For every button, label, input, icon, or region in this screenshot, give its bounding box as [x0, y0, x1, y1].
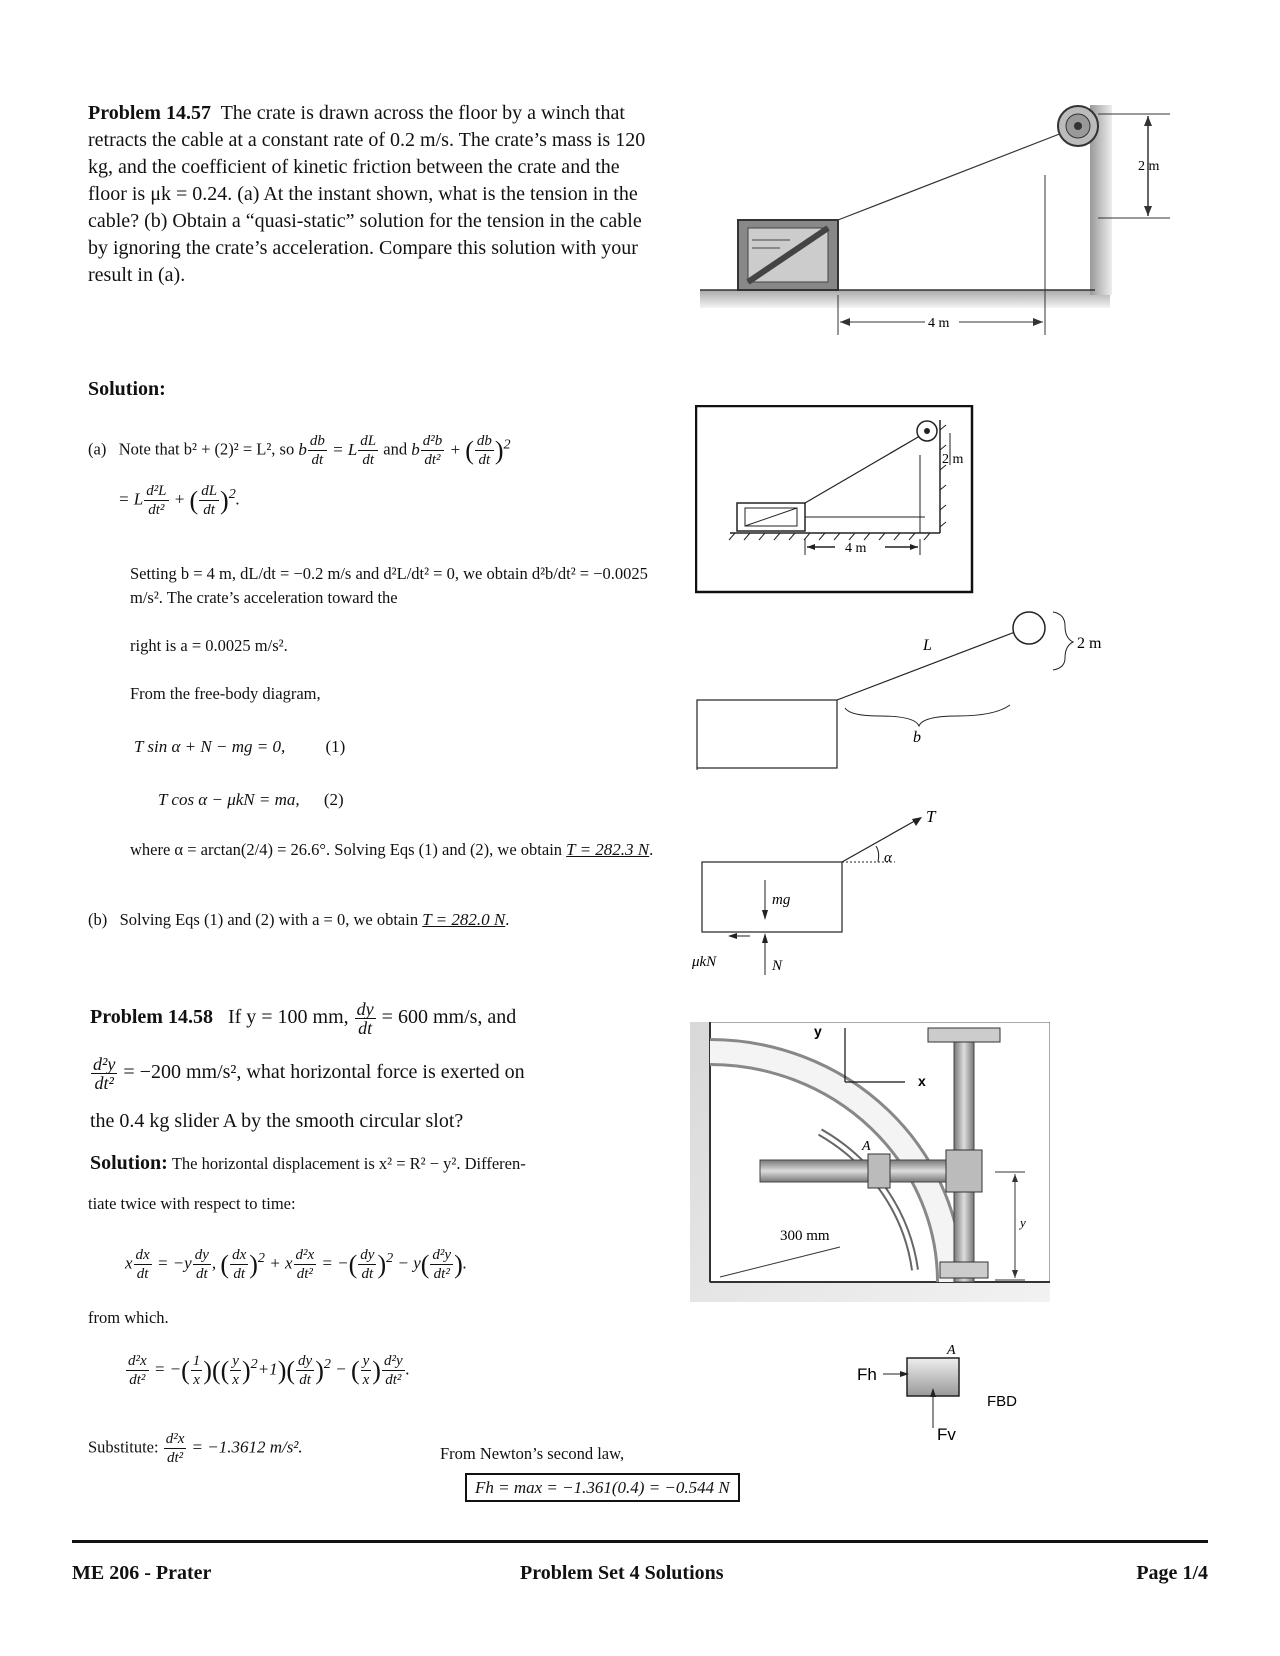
where-text-body: where α = arctan(2/4) = 26.6°. Solving Eqs (1) and (2), we obtain: [130, 840, 563, 859]
floor: [700, 290, 1110, 308]
force-result-box: Fh = max = −1.361(0.4) = −0.544 N: [465, 1473, 740, 1502]
substitute-label: Substitute:: [88, 1437, 159, 1457]
from-which-text: from which.: [88, 1308, 169, 1327]
equation-1-number: (1): [325, 737, 346, 756]
axis-y-label: y: [814, 1023, 822, 1039]
label-mg: mg: [772, 892, 791, 908]
pulley-circle: [1013, 612, 1045, 644]
label-Fh: Fh: [857, 1365, 877, 1384]
part-a-eq-line2: = L $\frac{\text{d²L}}{\text{dt²}}$ + ( $\frac{dL}{dt}$ )$^2$.: [118, 483, 241, 519]
geometry-figure: [695, 610, 1115, 770]
equation-2-number: (2): [323, 790, 344, 809]
crate-outline: [697, 700, 837, 768]
label-A-slot: A: [862, 1139, 871, 1154]
dim-2m-box: 2 m: [942, 452, 964, 467]
label-Fv: Fv: [937, 1425, 956, 1444]
footer-center: Problem Set 4 Solutions: [520, 1562, 724, 1584]
boxed-sketch-figure: [695, 405, 975, 595]
solution-heading-2: Solution:: [90, 1152, 168, 1174]
tension-result-a: T = 282.3 N: [566, 840, 650, 859]
equation-1-text: T sin α + N − mg = 0,: [134, 737, 286, 756]
dim-4m-box: 4 m: [845, 541, 867, 556]
dim-y-slot: y: [1020, 1215, 1026, 1230]
problem-14-58-line1: Problem 14.58 If y = 100 mm, $\frac{dy}{dt}$ = 600 mm/s, and: [90, 999, 517, 1038]
equation-2: [158, 788, 344, 812]
crate-winch-figure: [700, 100, 1170, 350]
problem-14-58-title: Problem 14.58: [90, 1006, 213, 1029]
label-N: N: [772, 958, 783, 974]
crate: [738, 220, 838, 290]
equation-1: [134, 735, 345, 759]
label-FBD: FBD: [987, 1393, 1017, 1410]
radius-label: 300 mm: [780, 1228, 830, 1244]
axis-x-label: x: [918, 1073, 926, 1089]
force-result: [465, 1476, 740, 1500]
problem-14-58-stmt3: = −200 mm/s², what horizontal force is exerted on: [123, 1061, 525, 1084]
problem-14-58-line2: $\frac{\text{d²y}}{\text{dt²}}$ = −200 mm/s², what horizontal force is exerted on: [93, 1054, 525, 1093]
slider-fbd-figure: [855, 1340, 1035, 1445]
cable: [838, 128, 1075, 220]
slider-A: [868, 1154, 890, 1188]
solution-heading-1: Solution:: [88, 378, 166, 400]
winch-pulley: [1058, 106, 1098, 146]
label-A-fbd: A: [947, 1343, 956, 1358]
acceleration-equation: $\frac{\text{d²x}}{\text{dt²}}$ = −( $\frac{1}{x}$ )(( $\frac{y}{x}$ )$^2$+1)( $\frac{dy}{dt}$ )$^2$ − ( $\frac{y}{x}$ ) $\frac{\text{d²y}}{\text{dt²}}$ .: [128, 1353, 410, 1389]
problem-14-57-title: Problem 14.57: [88, 102, 211, 124]
substitute-line: Substitute: $\frac{\text{d²x}}{\text{dt²}}$ = −1.3612 m/s².: [88, 1431, 303, 1466]
part-a-and: and: [383, 439, 408, 459]
where-text: where α = arctan(2/4) = 26.6°. Solving Eqs (1) and (2), we obtain T = 282.3 N.: [130, 840, 654, 859]
solution-2-line: [90, 1150, 670, 1177]
dim-2m-main: 2 m: [1138, 159, 1160, 174]
label-b: b: [913, 729, 921, 746]
circular-slot-figure: [690, 1022, 1050, 1302]
label-L: L: [923, 637, 932, 654]
problem-14-58-stmt4: the 0.4 kg slider A by the smooth circular slot?: [90, 1110, 464, 1132]
footer-left: ME 206 - Prater: [72, 1562, 212, 1584]
part-a-intro: Note that b² + (2)² = L², so: [118, 439, 295, 459]
fbd-text: From the free-body diagram,: [130, 684, 321, 703]
problem-14-57-text: The crate is drawn across the floor by a winch that retracts the cable at a constant rate of 0.2 m/s. The crate’s mass is 120 kg, and the coefficient of kinetic friction between the crate and the floor is μk = 0.24. (a) At the instant shown, what is the tension in the cable? (b) Obtain a “quasi-static” solution for the tension in the cable by ignoring the crate’s acceleration. Compare this solution with your result in (a).: [88, 102, 646, 286]
part-b-text: Solving Eqs (1) and (2) with a = 0, we obtain: [119, 910, 419, 929]
setting-text: Setting b = 4 m, dL/dt = −0.2 m/s and d²L/dt² = 0, we obtain d²b/dt² = −0.0025 m/s². The crate’s acceleration toward the: [130, 564, 648, 607]
equation-2-text: T cos α − μkN = ma,: [158, 790, 300, 809]
problem-14-57-statement: [88, 100, 658, 289]
right-text: right is a = 0.0025 m/s².: [130, 636, 288, 655]
label-T: T: [926, 807, 936, 826]
newton-text: From Newton’s second law,: [440, 1444, 625, 1463]
tension-result-b: T = 282.0 N: [422, 910, 506, 929]
part-a-line: (a) Note that b² + (2)² = L², so b $\frac{db}{dt}$ = L $\frac{dL}{dt}$ and b $\frac{\text{d²b}}{\text{dt²}}$ + ( $\frac{db}{dt}$ )$^2$: [88, 433, 511, 469]
free-body-diagram: [690, 800, 970, 980]
part-a-label: (a): [88, 439, 107, 459]
problem-14-58-stmt1: If y = 100 mm,: [227, 1006, 349, 1029]
derivative-equation: x $\frac{dx}{dt}$ = −y $\frac{dy}{dt}$ , ( $\frac{dx}{dt}$ )$^2$ + x $\frac{\text{d²x}}{\text{dt²}}$ = −( $\frac{dy}{dt}$ )$^2$ − y( $\frac{\text{d²y}}{\text{dt²}}$ ).: [125, 1247, 467, 1283]
problem-14-58-stmt2: = 600 mm/s, and: [381, 1006, 517, 1029]
footer-right: Page 1/4: [1136, 1562, 1208, 1584]
dim-4m-main: 4 m: [928, 316, 950, 331]
differentiate-text: tiate twice with respect to time:: [88, 1194, 296, 1213]
horizontal-rod: [760, 1160, 970, 1182]
part-b-label: (b): [88, 910, 108, 929]
substitute-value: = −1.3612 m/s².: [191, 1437, 303, 1457]
footer-rule: [72, 1540, 1208, 1543]
dim-2m-geom: 2 m: [1077, 635, 1102, 652]
label-mukN: μkN: [692, 954, 717, 970]
solution-2-intro: The horizontal displacement is x² = R² − y². Differen-: [171, 1154, 526, 1173]
label-alpha: α: [884, 850, 892, 866]
part-b-line: (b) Solving Eqs (1) and (2) with a = 0, we obtain T = 282.0 N.: [88, 910, 510, 929]
